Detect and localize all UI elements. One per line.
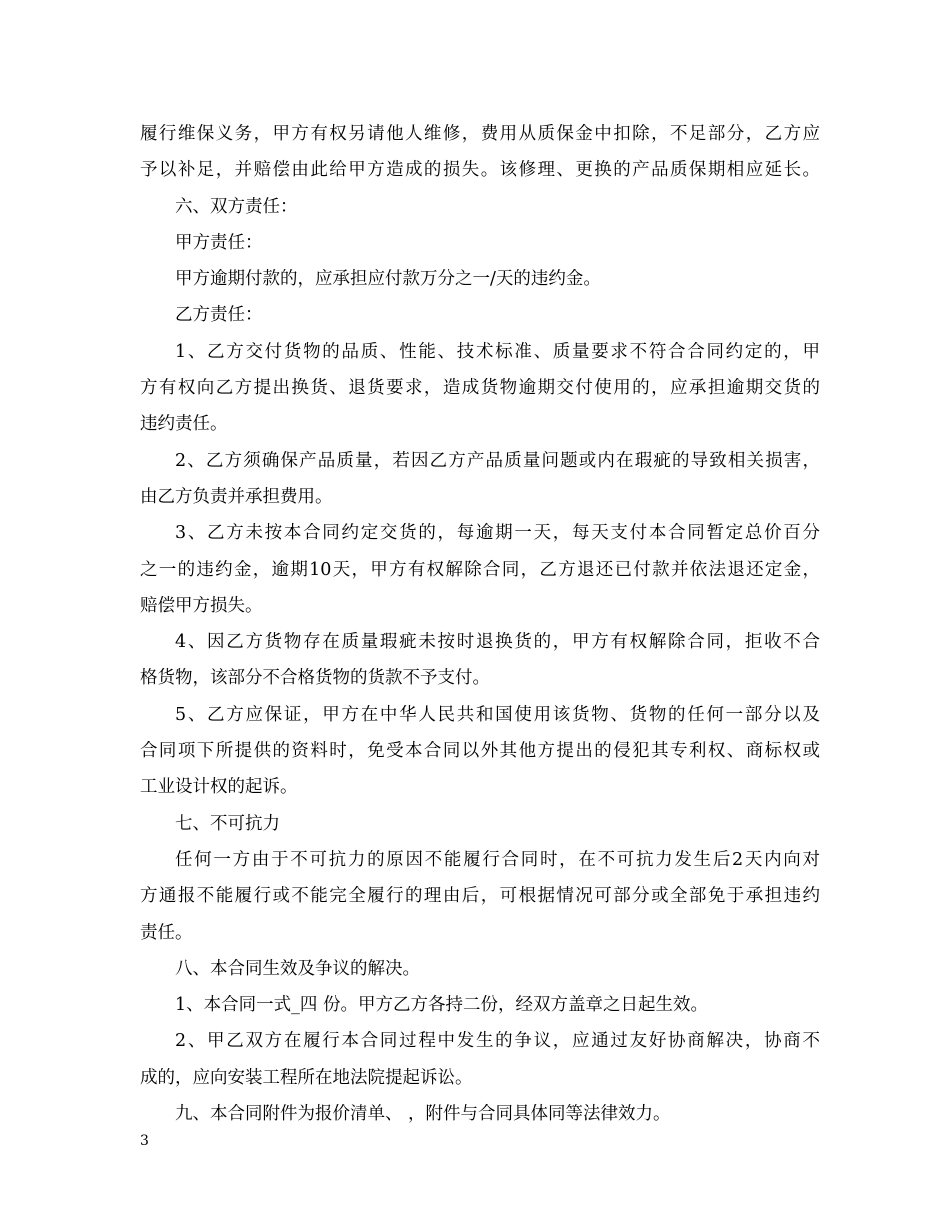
text-line: 格货物，该部分不合格货物的货款不予支付。	[140, 668, 490, 689]
text-line: 成的，应向安装工程所在地法院提起诉讼。	[140, 1067, 473, 1088]
text-line: 赔偿甲方损失。	[140, 595, 263, 616]
text-line: 六、双方责任：	[175, 196, 298, 217]
text-line: 七、不可抗力	[175, 813, 280, 834]
text-line: 予以补足，并赔偿由此给甲方造成的损失。该修理、更换的产品质保期相应延长。	[140, 160, 820, 181]
text-line: 合同项下所提供的资料时，免受本合同以外其他方提出的侵犯其专利权、商标权或	[140, 741, 820, 762]
text-line: 1、本合同一式_四 份。甲方乙方各持二份，经双方盖章之日起生效。	[175, 995, 708, 1016]
text-line: 违约责任。	[140, 414, 228, 435]
text-line: 甲方责任：	[175, 232, 263, 253]
text-line: 方通报不能履行或不能完全履行的理由后，可根据情况可部分或全部免于承担违约	[140, 886, 820, 907]
text-line: 八、本合同生效及争议的解决。	[175, 958, 420, 979]
text-line: 4、因乙方货物存在质量瑕疵未按时退换货的，甲方有权解除合同，拒收不合	[175, 632, 820, 653]
text-line: 工业设计权的起诉。	[140, 777, 298, 798]
text-line: 乙方责任：	[175, 305, 263, 326]
text-line: 1、乙方交付货物的品质、性能、技术标准、质量要求不符合合同约定的，甲	[175, 341, 820, 362]
text-line: 2、乙方须确保产品质量，若因乙方产品质量问题或内在瑕疵的导致相关损害，	[175, 450, 820, 471]
text-line: 5、乙方应保证，甲方在中华人民共和国使用该货物、货物的任何一部分以及	[175, 704, 820, 725]
text-line: 九、本合同附件为报价清单、 ，附件与合同具体同等法律效力。	[175, 1104, 671, 1125]
contract-body-text	[140, 116, 820, 1132]
text-line: 2、甲乙双方在履行本合同过程中发生的争议，应通过友好协商解决，协商不	[175, 1031, 820, 1052]
text-line: 之一的违约金，逾期10天，甲方有权解除合同，乙方退还已付款并依法退还定金，	[140, 559, 820, 580]
text-line: 方有权向乙方提出换货、退货要求，造成货物逾期交付使用的，应承担逾期交货的	[140, 378, 820, 399]
page-number: 3	[140, 1133, 149, 1149]
text-line: 甲方逾期付款的，应承担应付款万分之一/天的违约金。	[175, 269, 601, 290]
text-line: 履行维保义务，甲方有权另请他人维修，费用从质保金中扣除，不足部分，乙方应	[140, 124, 820, 144]
text-line: 责任。	[140, 922, 193, 943]
text-line: 任何一方由于不可抗力的原因不能履行合同时，在不可抗力发生后2天内向对	[175, 849, 820, 870]
text-line: 由乙方负责并承担费用。	[140, 486, 333, 507]
text-line: 3、乙方未按本合同约定交货的，每逾期一天，每天支付本合同暂定总价百分	[175, 523, 820, 544]
